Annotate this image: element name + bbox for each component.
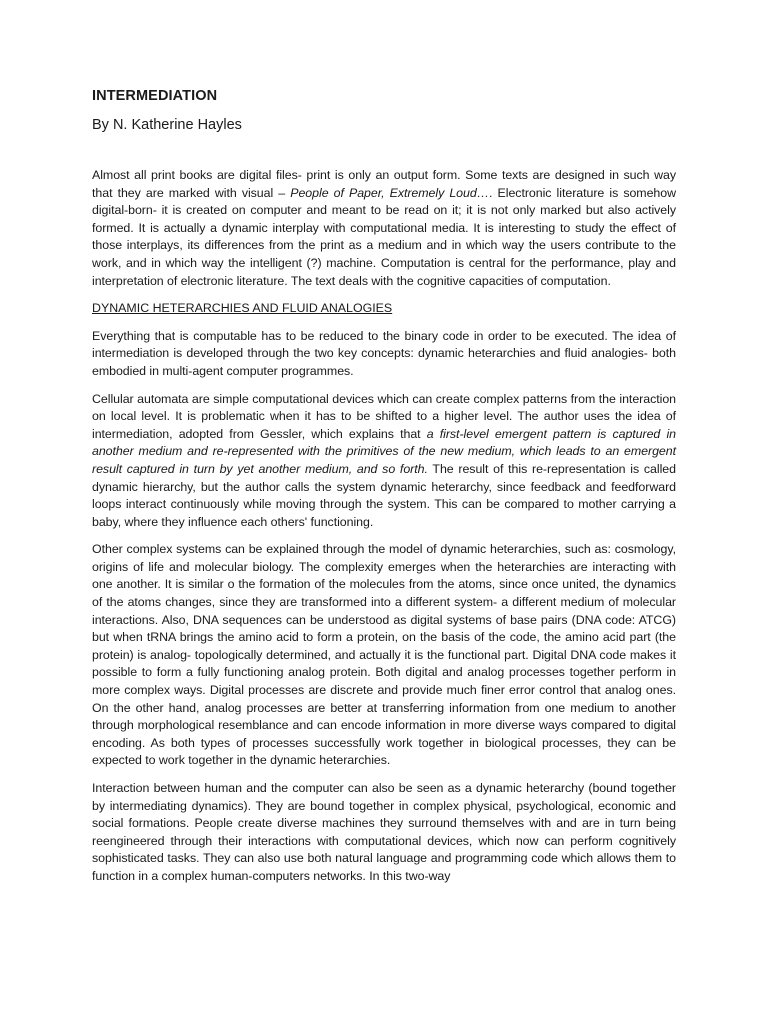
paragraph-intro-text-a: Almost all print books are digital files- print is only an output form. Some texts are designed in such way that they are marked with visual –	[92, 168, 676, 200]
document-body	[92, 167, 676, 886]
document-title: INTERMEDIATION	[92, 88, 218, 104]
paragraph-cellular-text-c: The result of this re-representation is called dynamic hierarchy, but the author calls the system dynamic heterarchy, since feedback and feedforward loops interact continuously while moving through the system. This can be compared to mother carrying a baby, where they influence each others' functioning.	[92, 461, 676, 529]
section-heading: DYNAMIC HETERARCHIES AND FLUID ANALOGIES	[92, 301, 393, 316]
paragraph-cellular-text-a: Cellular automata are simple computational devices which can create complex patterns from the interaction on local level. It is problematic when it has to be shifted to a higher level. The author uses the idea of intermediation, adopted from Gessler, which explains that	[92, 391, 676, 441]
paragraph-intro	[92, 167, 676, 290]
paragraph-intro-text-c: . Electronic literature is somehow digital-born- it is created on computer and meant to be read on it; it is not only marked but also actively formed. It is actually a dynamic interplay with computational media. It is interesting to study the effect of those interplays, its differences from the print as a medium and in which way the users contribute to the work, and in which way the intelligent (?) machine. Computation is central for the performance, play and interpretation of electronic literature. The text deals with the cognitive capacities of computation.	[92, 185, 676, 288]
paragraph-human-computer: Interaction between human and the computer can also be seen as a dynamic heterarchy (bound together by intermediating dynamics). They are bound together in complex physical, psychological, economic and social formations. People create diverse machines they surround themselves with and are in turn being reengineered through their interactions with computational devices, which now can perform cognitively sophisticated tasks. They can also use both natural language and programming code which allows them to function in a complex human-computers networks. In this two-way	[92, 781, 676, 883]
document-author: By N. Katherine Hayles	[92, 117, 242, 133]
document-content	[92, 86, 676, 896]
paragraph-intro-italic: People of Paper, Extremely Loud…	[290, 185, 490, 200]
paragraph-cellular-quote: a first-level emergent pattern is captured in another medium and re-represented with the primitives of the new medium, which leads to an emergent result captured in turn by yet another medium, and so forth.	[92, 426, 676, 476]
paragraph-computable: Everything that is computable has to be reduced to the binary code in order to be executed. The idea of intermediation is developed through the two key concepts: dynamic heterarchies and fluid analogies- both embodied in multi-agent computer programmes.	[92, 328, 676, 378]
paragraph-complex-systems: Other complex systems can be explained through the model of dynamic heterarchies, such as: cosmology, origins of life and molecular biology. The complexity emerges when the heterarchies are interacting with one another. It is similar o the formation of the molecules from the atoms, since once united, the dynamics of the atoms changes, since they are transformed into a different system- a different medium of molecular interactions. Also, DNA sequences can be understood as digital systems of base pairs (DNA code: ATCG) but when tRNA brings the amino acid to form a protein, on the basis of the code, the amino acid part (the protein) is analog- topologically determined, and actually it is the functional part. Digital DNA code makes it possible to form a fully functioning analog protein. Both digital and analog processes together perform in more complex ways. Digital processes are discrete and provide much finer error control that analog ones. On the other hand, analog processes are better at transferring information from one medium to another through morphological resemblance and can encode information in more diverse ways compared to digital encoding. As both types of processes successfully work together in biological processes, they can be expected to work together in the dynamic heterarchies.	[92, 542, 676, 768]
paragraph-cellular-automata	[92, 391, 676, 532]
